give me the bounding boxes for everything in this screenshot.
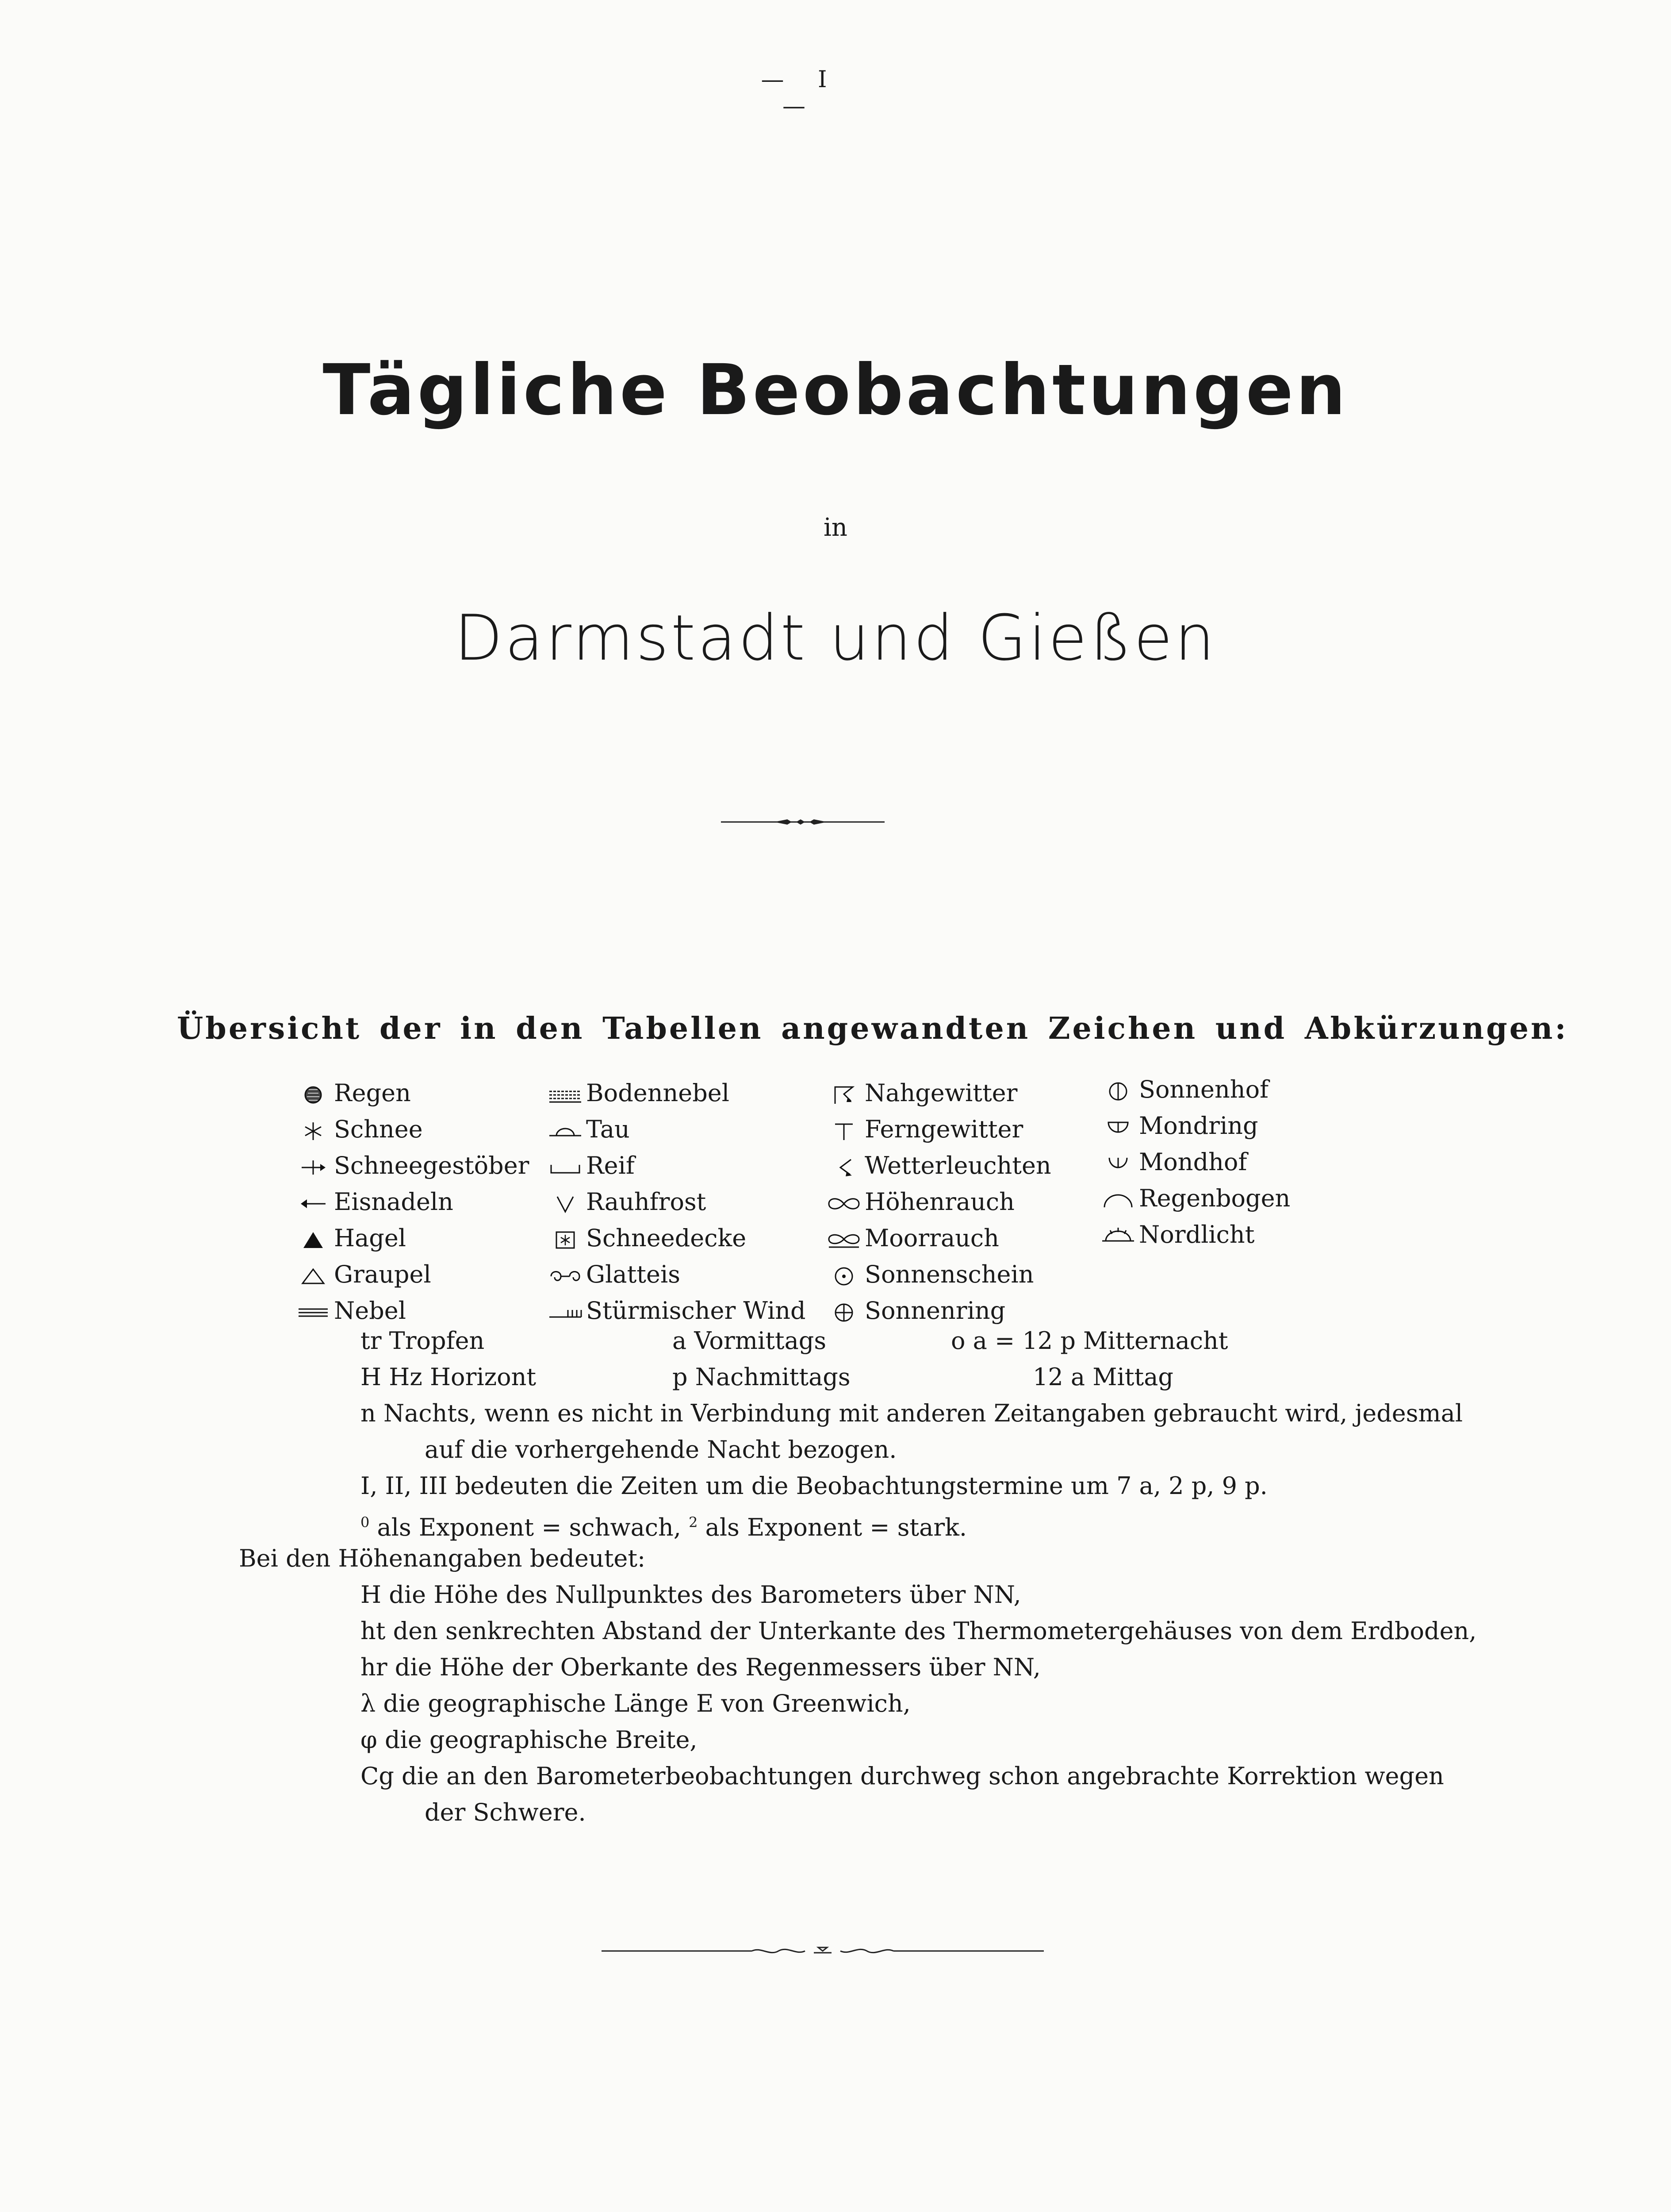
- symbol-graupel: Graupel: [292, 1256, 431, 1293]
- abbr-hz: H Hz Horizont: [360, 1363, 537, 1391]
- height-cg-line1: Cg die an den Barometerbeobachtungen durchweg schon angebrachte Korrektion wegen: [360, 1762, 1444, 1790]
- height-ht: ht den senkrechten Abstand der Unterkante des Thermometergehäuses von dem Erdboden,: [360, 1617, 1477, 1645]
- reif-icon: [544, 1148, 586, 1184]
- tau-icon: [544, 1111, 586, 1148]
- abbr-exponent: $^0$ als Exponent = schwach, $^2$ als Exponent = stark.: [360, 1513, 967, 1541]
- mondring-icon: [1097, 1108, 1139, 1144]
- symbol-wetterleuchten: Wetterleuchten: [823, 1148, 1051, 1184]
- rauhfrost-icon: [544, 1184, 586, 1220]
- sonnenring-icon: [823, 1293, 865, 1329]
- regen-icon: [292, 1075, 334, 1111]
- symbol-regen: Regen: [292, 1075, 411, 1111]
- title-connector: in: [824, 513, 847, 542]
- height-phi: φ die geographische Breite,: [360, 1726, 698, 1754]
- page-number: — I —: [761, 66, 840, 119]
- symbol-nahgewitter: Nahgewitter: [823, 1075, 1017, 1111]
- abbr-termine: I, II, III bedeuten die Zeiten um die Beobachtungstermine um 7 a, 2 p, 9 p.: [360, 1472, 1268, 1500]
- wetterleuchten-icon: [823, 1148, 865, 1184]
- schneegestoeber-icon: [292, 1148, 334, 1184]
- symbol-bodennebel: Bodennebel: [544, 1075, 729, 1111]
- ferngewitter-icon: [823, 1111, 865, 1148]
- symbol-nebel: Nebel: [292, 1293, 406, 1329]
- symbol-reif: Reif: [544, 1148, 635, 1184]
- symbol-ferngewitter: Ferngewitter: [823, 1111, 1023, 1148]
- page-subtitle: Darmstadt und Gießen: [454, 602, 1217, 675]
- symbol-mondring: Mondring: [1097, 1108, 1258, 1144]
- abbr-oa: o a = 12 p Mitternacht: [951, 1327, 1228, 1355]
- bodennebel-icon: [544, 1075, 586, 1111]
- symbol-nordlicht: Nordlicht: [1097, 1217, 1254, 1253]
- height-hr: hr die Höhe der Oberkante des Regenmessers über NN,: [360, 1653, 1041, 1681]
- graupel-icon: [292, 1256, 334, 1293]
- sonnenschein-icon: [823, 1256, 865, 1293]
- abbr-12a: 12 a Mittag: [1033, 1363, 1173, 1391]
- symbol-mondhof: Mondhof: [1097, 1144, 1247, 1180]
- symbol-schneegestoeber: Schneegestöber: [292, 1148, 529, 1184]
- symbol-hagel: Hagel: [292, 1220, 406, 1256]
- mondhof-icon: [1097, 1144, 1139, 1180]
- divider-ornament-bottom: [602, 1942, 1044, 1960]
- height-H: H die Höhe des Nullpunktes des Barometers über NN,: [360, 1581, 1021, 1609]
- page-title: Tägliche Beobachtungen: [322, 349, 1349, 431]
- symbol-hoehenrauch: Höhenrauch: [823, 1184, 1015, 1220]
- abbr-a: a Vormittags: [672, 1327, 827, 1355]
- schnee-icon: [292, 1111, 334, 1148]
- symbol-moorrauch: Moorrauch: [823, 1220, 999, 1256]
- height-lambda: λ die geographische Länge E von Greenwich,: [360, 1690, 911, 1717]
- moorrauch-icon: [823, 1220, 865, 1256]
- sonnenhof-icon: [1097, 1071, 1139, 1108]
- divider-ornament-top: [721, 818, 885, 826]
- symbol-regenbogen: Regenbogen: [1097, 1180, 1290, 1217]
- abbr-p: p Nachmittags: [672, 1363, 851, 1391]
- symbol-tau: Tau: [544, 1111, 630, 1148]
- regenbogen-icon: [1097, 1180, 1139, 1217]
- abbr-n-line1: n Nachts, wenn es nicht in Verbindung mit anderen Zeitangaben gebraucht wird, jedesmal: [360, 1399, 1463, 1427]
- symbol-sonnenhof: Sonnenhof: [1097, 1071, 1269, 1108]
- hoehenrauch-icon: [823, 1184, 865, 1220]
- abbr-n-line2: auf die vorhergehende Nacht bezogen.: [425, 1436, 897, 1463]
- abbr-tr: tr Tropfen: [360, 1327, 485, 1355]
- symbol-glatteis: Glatteis: [544, 1256, 680, 1293]
- symbol-rauhfrost: Rauhfrost: [544, 1184, 706, 1220]
- stuermischer-wind-icon: [544, 1293, 586, 1329]
- glatteis-icon: [544, 1256, 586, 1293]
- symbol-stuermischer-wind: Stürmischer Wind: [544, 1293, 806, 1329]
- symbol-eisnadeln: Eisnadeln: [292, 1184, 453, 1220]
- height-cg-line2: der Schwere.: [425, 1798, 586, 1826]
- symbol-sonnenring: Sonnenring: [823, 1293, 1005, 1329]
- symbol-sonnenschein: Sonnenschein: [823, 1256, 1034, 1293]
- legend-heading: Übersicht der in den Tabellen angewandten Zeichen und Abkürzungen:: [177, 1011, 1568, 1046]
- symbol-schnee: Schnee: [292, 1111, 423, 1148]
- eisnadeln-icon: [292, 1184, 334, 1220]
- symbol-schneedecke: Schneedecke: [544, 1220, 746, 1256]
- nordlicht-icon: [1097, 1217, 1139, 1253]
- hagel-icon: [292, 1220, 334, 1256]
- nebel-icon: [292, 1293, 334, 1329]
- nahgewitter-icon: [823, 1075, 865, 1111]
- schneedecke-icon: [544, 1220, 586, 1256]
- heights-intro: Bei den Höhenangaben bedeutet:: [239, 1544, 646, 1572]
